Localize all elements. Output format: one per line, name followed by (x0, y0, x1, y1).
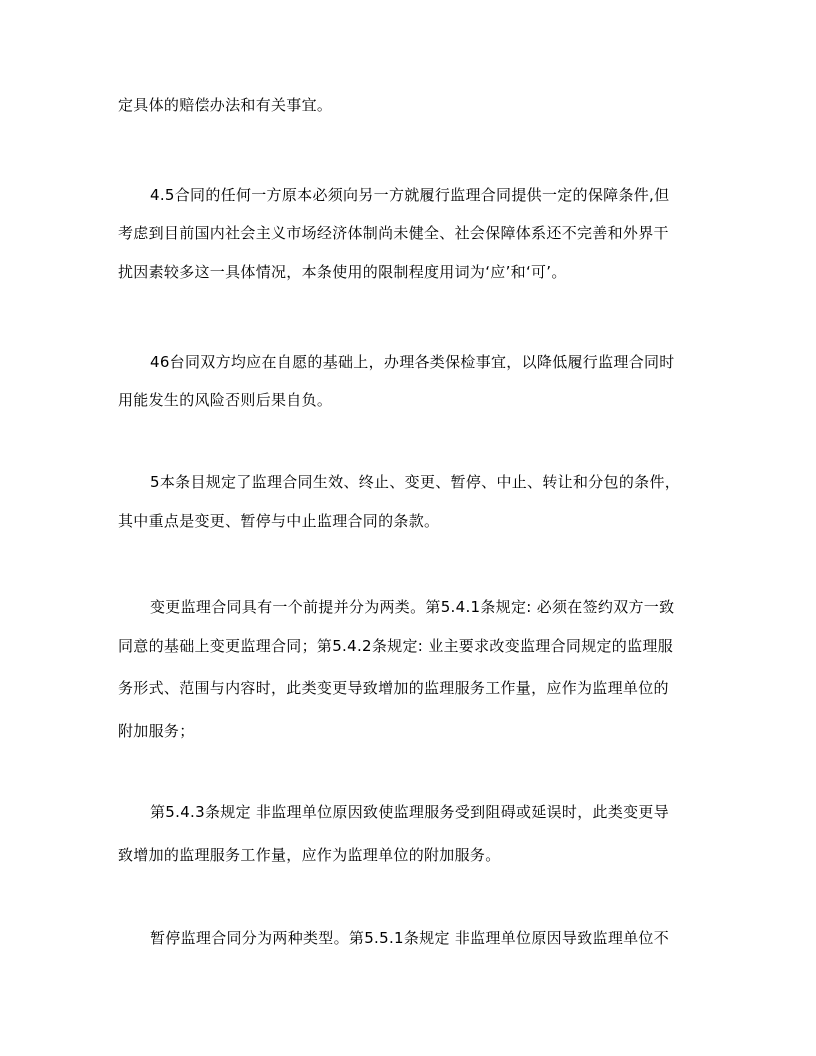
paragraph-3-line-1: 46台同双方均应在自愿的基础上，办理各类保检事宜，以降低履行监理合同时 (150, 353, 675, 371)
paragraph-1-line-1: 定具体的赔偿办法和有关事宜。 (118, 96, 333, 114)
paragraph-5-line-3: 务形式、范围与内容时，此类变更导致增加的监理服务工作量，应作为监理单位的 (118, 679, 669, 697)
paragraph-5-line-4: 附加服务； (118, 722, 195, 740)
paragraph-2-line-1: 4.5合同的任何一方原本必须向另一方就履行监理合同提供一定的保障条件,但 (150, 186, 670, 204)
paragraph-5-line-2: 同意的基础上变更监理合同；第5.4.2条规定: 业主要求改变监理合同规定的监理服 (118, 637, 673, 655)
paragraph-6-line-2: 致增加的监理服务工作量，应作为监理单位的附加服务。 (118, 846, 501, 864)
paragraph-4-line-2: 其中重点是变更、暂停与中止监理合同的条款。 (118, 512, 440, 530)
paragraph-2-line-2: 考虑到目前国内社会主义市场经济体制尚未健全、社会保障体系还不完善和外界干 (118, 224, 669, 242)
paragraph-7-line-1: 暂停监理合同分为两种类型。第5.5.1条规定 非监理单位原因导致监理单位不 (150, 929, 670, 947)
paragraph-2-line-3: 扰因素较多这一具体情况，本条使用的限制程度用词为‘应’和‘可’。 (118, 263, 567, 281)
paragraph-4-line-1: 5本条目规定了监理合同生效、终止、变更、暂停、中止、转让和分包的条件， (150, 473, 681, 491)
paragraph-3-line-2: 用能发生的风险否则后果自负。 (118, 391, 333, 409)
paragraph-6-line-1: 第5.4.3条规定 非监理单位原因致使监理服务受到阻碍或延误时，此类变更导 (150, 803, 670, 821)
paragraph-5-line-1: 变更监理合同具有一个前提并分为两类。第5.4.1条规定: 必须在签约双方一致 (150, 598, 675, 616)
